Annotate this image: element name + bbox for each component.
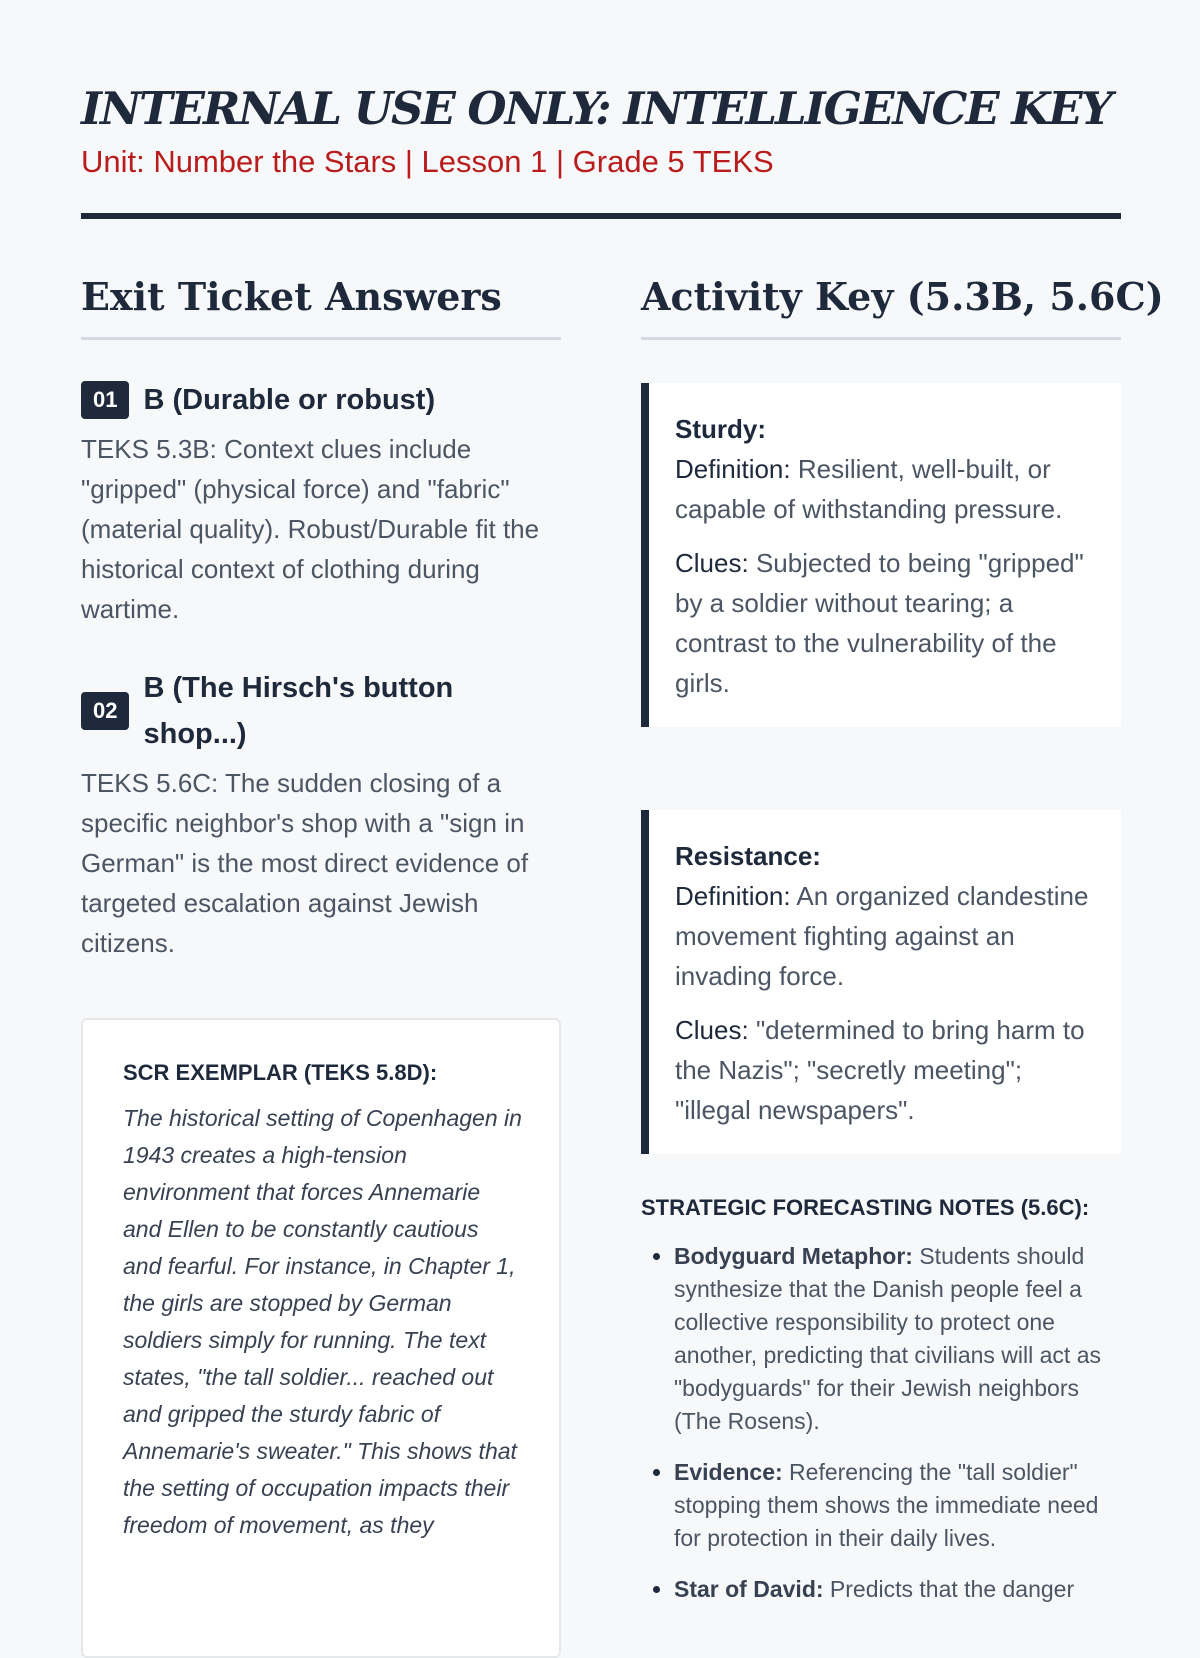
list-item [674,1456,1121,1555]
list-item [674,1573,1121,1606]
question-number-badge: 02 [81,692,129,730]
note-key: Bodyguard Metaphor: [674,1243,913,1269]
exit-ticket-heading: Exit Ticket Answers [81,273,561,340]
document-page [81,0,1164,1602]
title-divider [81,213,1121,219]
exit-ticket-column [81,273,561,1538]
vocab-term: Sturdy: [675,414,766,444]
definition-text: Resilient, well-built, or capable of withstanding pressure. [675,454,1063,524]
vocab-card-resistance [641,810,1121,1154]
clues-label: Clues: [675,1015,749,1045]
document-subtitle: Unit: Number the Stars | Lesson 1 | Grade 5 TEKS [81,144,774,179]
question-answer-1 [81,377,561,629]
clues-label: Clues: [675,548,749,578]
forecasting-notes-list [641,1240,1121,1624]
activity-key-column [641,273,1164,1602]
note-key: Star of David: [674,1576,824,1602]
forecasting-notes-label: STRATEGIC FORECASTING NOTES (5.6C): [641,1195,1090,1220]
question-answer: B (The Hirsch's button shop...) [143,672,454,750]
vocab-definition [675,876,1097,996]
vocab-clues [675,1010,1097,1130]
definition-text: An organized clandestine movement fighting against an invading force. [675,881,1089,991]
definition-label: Definition: [675,454,791,484]
question-explanation: TEKS 5.3B: Context clues include "gripped" (physical force) and "fabric" (material quality). Robust/Durable fit the historical context of clothing during wartime. [81,434,540,624]
note-key: Evidence: [674,1459,783,1485]
list-item [674,1240,1121,1438]
definition-label: Definition: [675,881,791,911]
clues-text: "determined to bring harm to the Nazis"; "secretly meeting"; "illegal newspapers". [675,1015,1085,1125]
question-number-badge: 01 [81,381,129,419]
vocab-clues [675,543,1097,703]
note-text: Referencing the "tall soldier" stopping them shows the immediate need for protection in their daily lives. [674,1459,1099,1551]
document-title: INTERNAL USE ONLY: INTELLIGENCE KEY [81,82,1111,135]
question-answer-2 [81,665,561,963]
question-explanation: TEKS 5.6C: The sudden closing of a specific neighbor's shop with a "sign in German" is the most direct evidence of targeted escalation against Jewish citizens. [81,768,529,958]
scr-exemplar-box [81,1018,561,1658]
question-answer: B (Durable or robust) [143,384,436,416]
clues-text: Subjected to being "gripped" by a soldier without tearing; a contrast to the vulnerability of the girls. [675,548,1084,698]
vocab-term: Resistance: [675,841,821,871]
vocab-card-sturdy [641,383,1121,727]
activity-key-heading: Activity Key (5.3B, 5.6C) [641,273,1121,340]
note-text: Predicts that the danger [829,1576,1075,1602]
scr-exemplar-label: SCR EXEMPLAR (TEKS 5.8D): [123,1060,438,1085]
scr-exemplar-text: The historical setting of Copenhagen in 1943 creates a high-tension environment that forces Annemarie and Ellen to be constantly cautious and fearful. For instance, in Chapter 1, the girls are stopped by German soldiers simply for running. The text states, "the tall soldier... reached out and gripped the sturdy fabric of Annemarie's sweater." This shows that the setting of occupation impacts their freedom of movement, as they [123,1105,522,1538]
note-text: Students should synthesize that the Danish people feel a collective responsibility to protect one another, predicting that civilians will act as "bodyguards" for their Jewish neighbors (The Rosens). [674,1243,1101,1434]
vocab-definition [675,449,1097,529]
